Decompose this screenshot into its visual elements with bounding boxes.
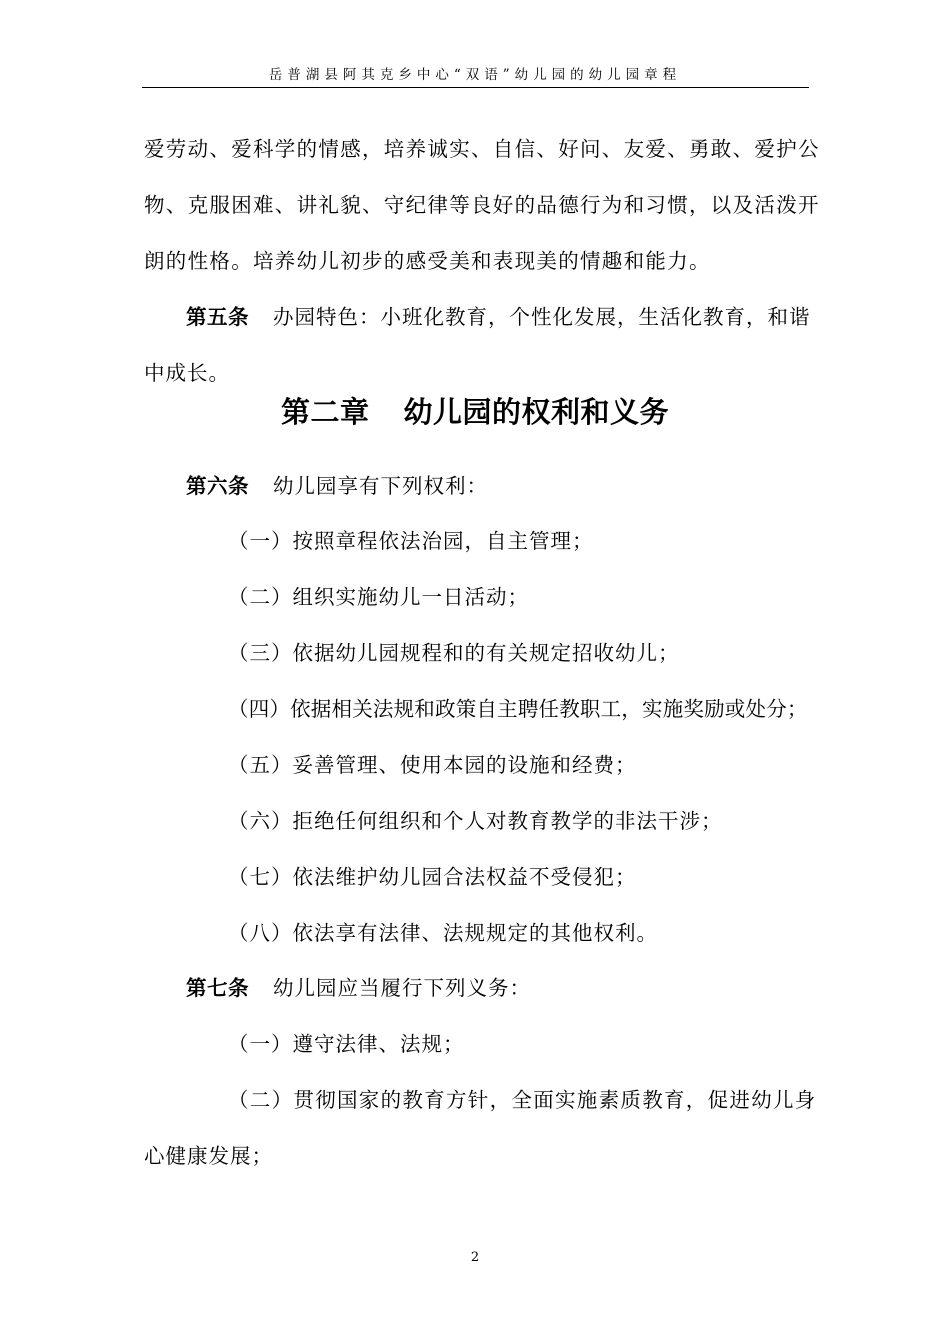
article-5-text: 办园特色：小班化教育，个性化发展，生活化教育，和谐 bbox=[273, 305, 811, 329]
list-item: （五）妥善管理、使用本园的设施和经费； bbox=[228, 753, 637, 777]
paragraph-line: 爱劳动、爱科学的情感，培养诚实、自信、好问、友爱、勇敢、爱护公 bbox=[144, 137, 820, 161]
article-5-label: 第五条 bbox=[186, 305, 249, 329]
article-7 bbox=[186, 974, 856, 1002]
list-item: （四）依据相关法规和政策自主聘任教职工，实施奖励或处分； bbox=[228, 697, 808, 721]
paragraph-line: 物、克服困难、讲礼貌、守纪律等良好的品德行为和习惯，以及活泼开 bbox=[144, 193, 820, 217]
article-6-label: 第六条 bbox=[186, 474, 249, 498]
article-7-continuation: 心健康发展； bbox=[144, 1144, 273, 1168]
list-item: （三）依据幼儿园规程和的有关规定招收幼儿； bbox=[228, 641, 680, 665]
article-7-text: 幼儿园应当履行下列义务： bbox=[273, 976, 531, 1000]
page-number: 2 bbox=[470, 1250, 480, 1265]
list-item: （二）贯彻国家的教育方针，全面实施素质教育，促进幼儿身 bbox=[228, 1088, 817, 1112]
chapter-title: 幼儿园的权利和义务 bbox=[403, 395, 670, 429]
list-item: （一）按照章程依法治园，自主管理； bbox=[228, 529, 594, 553]
list-item: （一）遵守法律、法规； bbox=[228, 1032, 465, 1056]
article-5 bbox=[186, 303, 856, 331]
article-7-label: 第七条 bbox=[186, 976, 249, 1000]
paragraph-line: 朗的性格。培养幼儿初步的感受美和表现美的情趣和能力。 bbox=[144, 249, 711, 273]
article-6-text: 幼儿园享有下列权利： bbox=[273, 474, 488, 498]
list-item: （二）组织实施幼儿一日活动； bbox=[228, 585, 529, 609]
chapter-heading bbox=[142, 392, 808, 432]
list-item: （六）拒绝任何组织和个人对教育教学的非法干涉； bbox=[228, 809, 723, 833]
header-title: 岳普湖县阿其克乡中心“双语”幼儿园的幼儿园章程 bbox=[268, 67, 682, 83]
chapter-number: 第二章 bbox=[280, 395, 370, 429]
header-rule bbox=[142, 87, 809, 88]
article-6 bbox=[186, 472, 856, 500]
article-5-continuation: 中成长。 bbox=[144, 361, 230, 385]
list-item: （七）依法维护幼儿园合法权益不受侵犯； bbox=[228, 865, 637, 889]
list-item: （八）依法享有法律、法规规定的其他权利。 bbox=[228, 921, 658, 945]
